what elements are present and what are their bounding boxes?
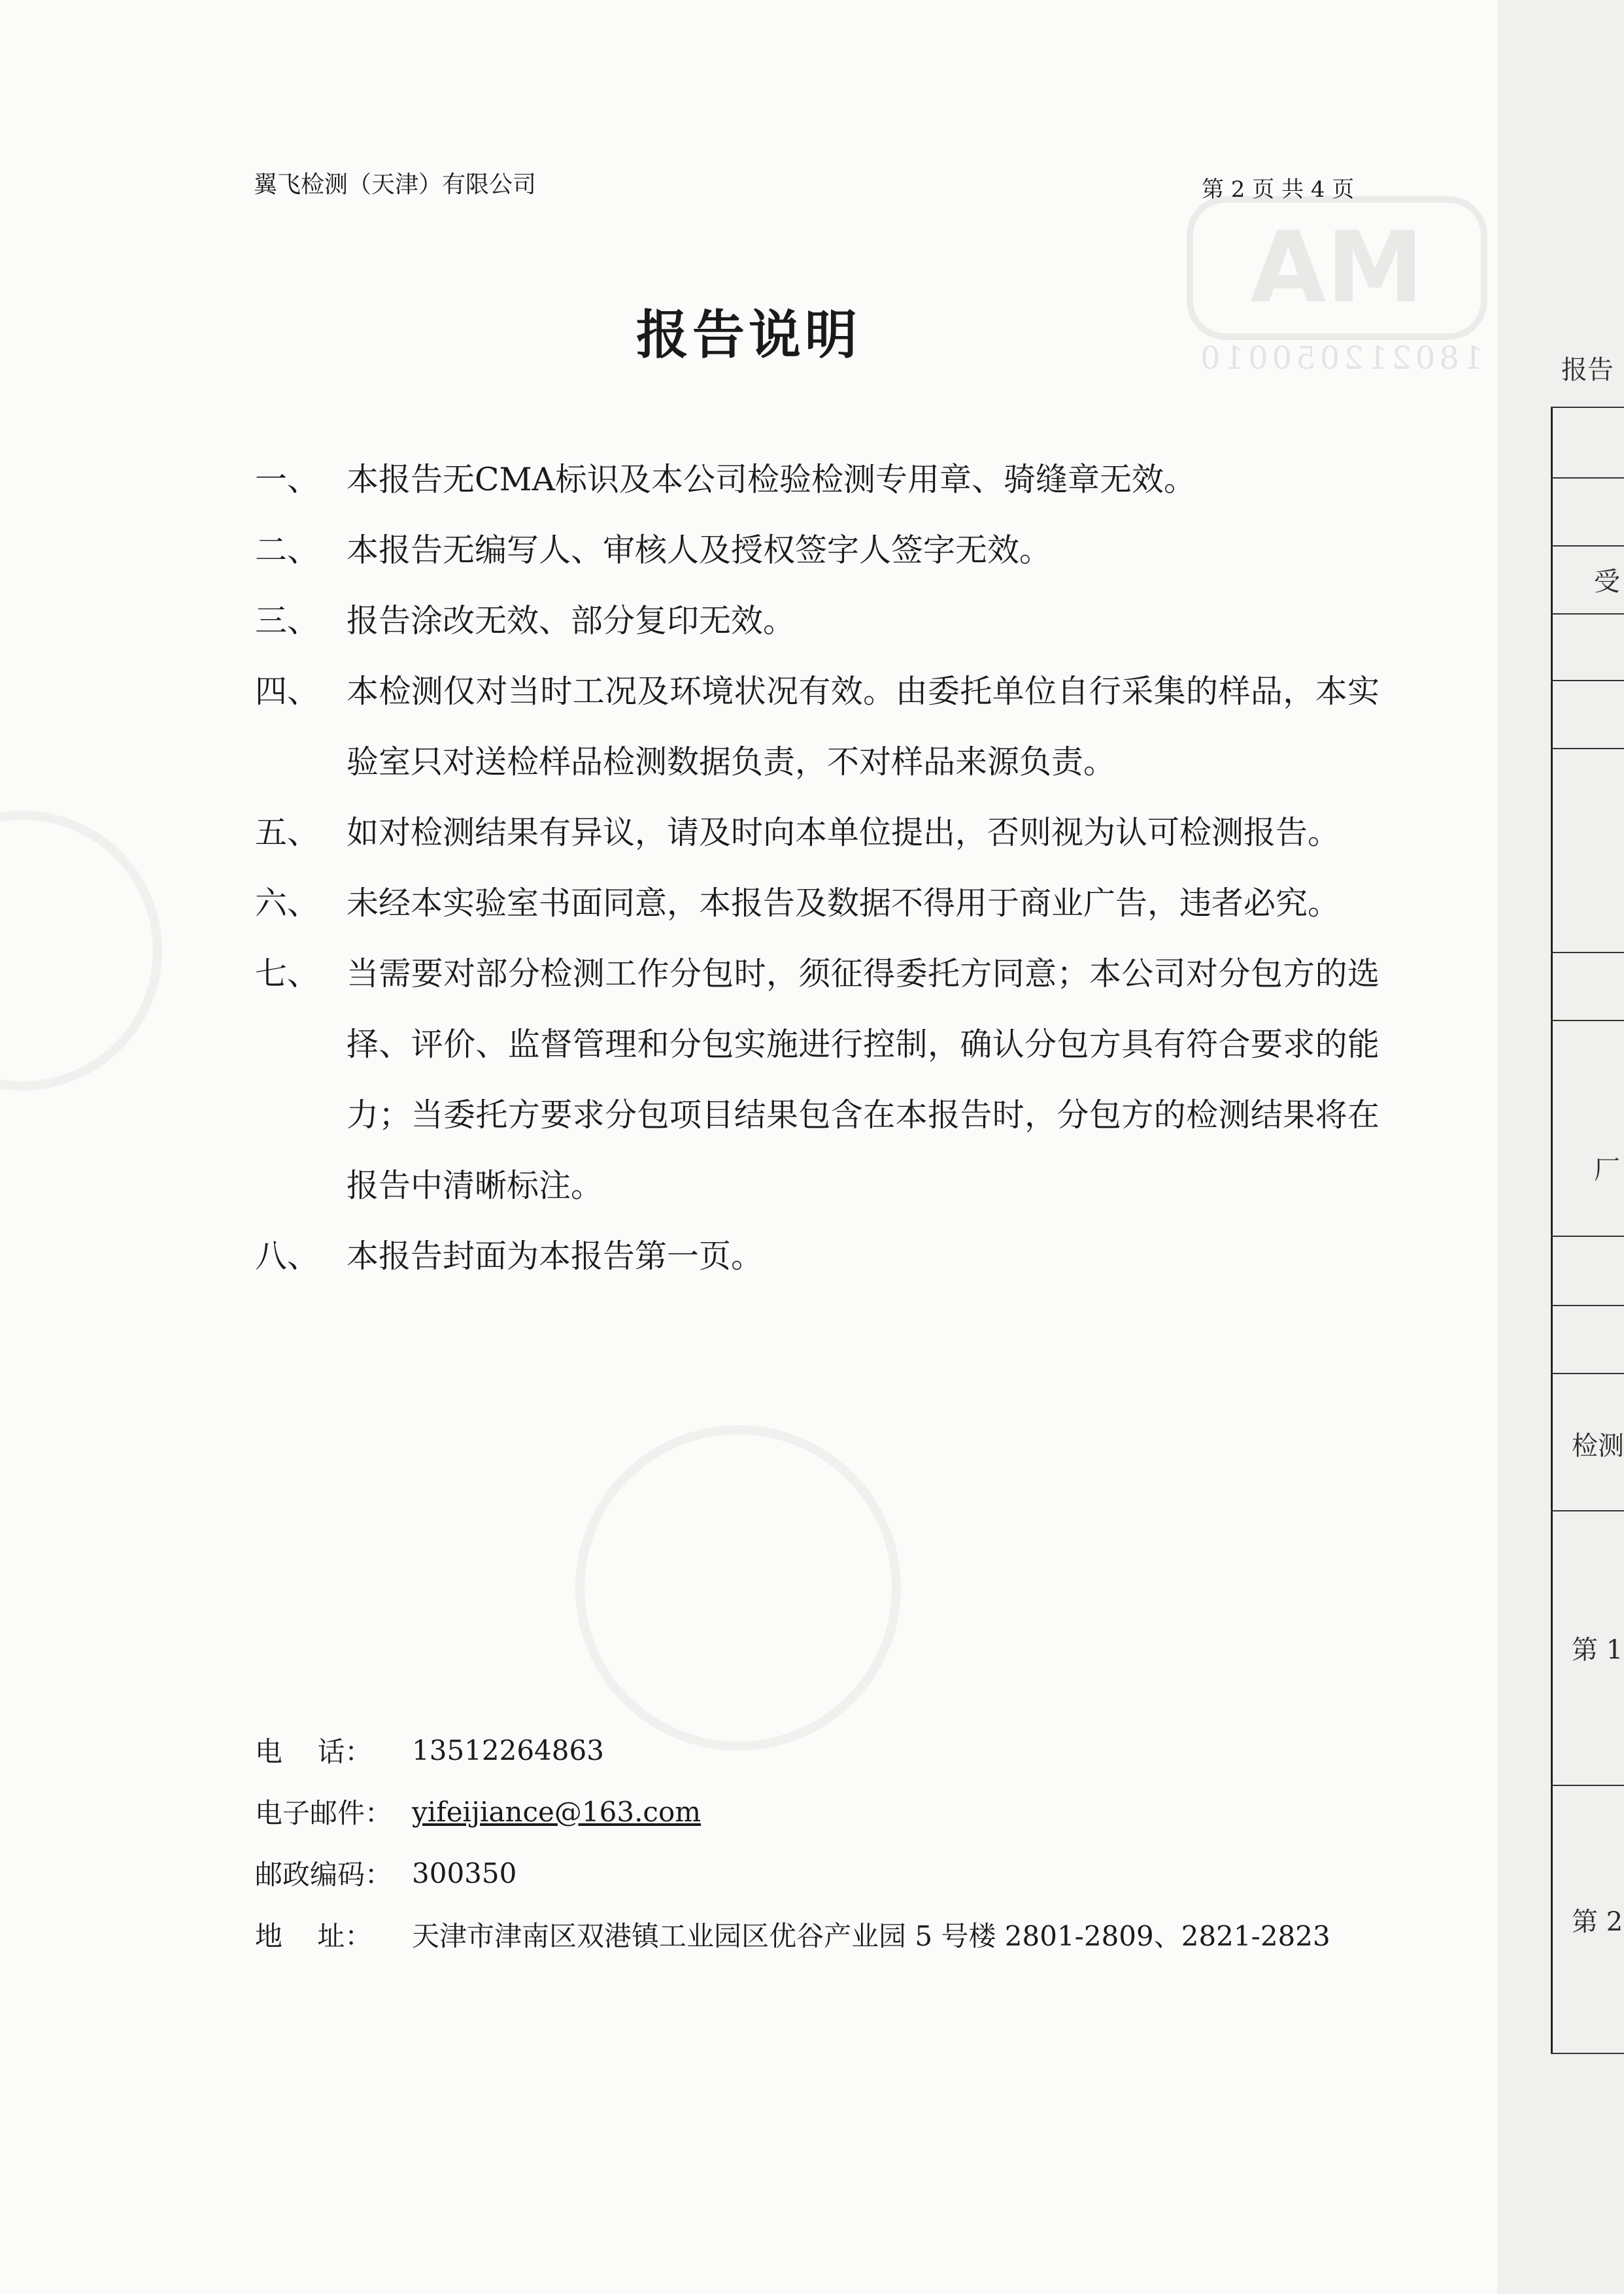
statement-item bbox=[255, 445, 1379, 515]
statement-item bbox=[255, 656, 1379, 798]
adjacent-table-rule bbox=[1551, 680, 1624, 681]
item-number: 五、 bbox=[255, 814, 320, 851]
seal-bleedthrough bbox=[575, 1425, 901, 1751]
adjacent-page-label: 第 2 bbox=[1572, 1907, 1623, 1937]
item-text: 未经本实验室书面同意，本报告及数据不得用于商业广告，违者必究。 bbox=[347, 885, 1340, 922]
postcode-row bbox=[255, 1842, 1330, 1904]
item-number: 六、 bbox=[255, 885, 320, 922]
item-number: 七、 bbox=[255, 955, 320, 992]
email-label: 电子邮件： bbox=[255, 1797, 393, 1829]
item-text: 本检测仅对当时工况及环境状况有效。由委托单位自行采集的样品，本实验室只对送检样品检测数据负责，不对样品来源负责。 bbox=[347, 673, 1379, 781]
adjacent-table-rule bbox=[1551, 1020, 1624, 1021]
adjacent-page-label: 报告 bbox=[1561, 355, 1614, 385]
item-text: 本报告无CMA标识及本公司检验检测专用章、骑缝章无效。 bbox=[347, 461, 1196, 498]
adjacent-page-label: 厂 bbox=[1594, 1155, 1620, 1185]
item-text: 当需要对部分检测工作分包时，须征得委托方同意；本公司对分包方的选择、评价、监督管理和分包实施进行控制，确认分包方具有符合要求的能力；当委托方要求分包项目结果包含在本报告时，分包方的检测结果将在报告中清晰标注。 bbox=[347, 955, 1379, 1204]
adjacent-table-rule bbox=[1551, 1510, 1624, 1511]
statement-list bbox=[255, 445, 1379, 1292]
adjacent-table-rule bbox=[1551, 2053, 1624, 2054]
statement-item bbox=[255, 586, 1379, 656]
adjacent-table-rule bbox=[1551, 477, 1624, 479]
adjacent-table-rule bbox=[1551, 1305, 1624, 1306]
email-row bbox=[255, 1781, 1330, 1842]
adjacent-page-label: 受 bbox=[1594, 567, 1620, 597]
company-name: 翼飞检测（天津）有限公司 bbox=[254, 171, 537, 198]
page-title: 报告说明 bbox=[636, 304, 861, 365]
item-number: 三、 bbox=[255, 602, 320, 639]
item-text: 报告涂改无效、部分复印无效。 bbox=[347, 602, 796, 639]
statement-item bbox=[255, 868, 1379, 939]
adjacent-table-rule bbox=[1551, 407, 1624, 408]
address-value: 天津市津南区双港镇工业园区优谷产业园 5 号楼 2801-2809、2821-2823 bbox=[412, 1920, 1330, 1952]
statement-item bbox=[255, 939, 1379, 1221]
adjacent-table-rule bbox=[1551, 1236, 1624, 1237]
address-label: 地 址： bbox=[255, 1920, 373, 1952]
statement-item bbox=[255, 1221, 1379, 1292]
page-indicator: 第 2 页 共 4 页 bbox=[1202, 177, 1355, 203]
adjacent-table-rule bbox=[1551, 952, 1624, 953]
adjacent-page-label: 检测 bbox=[1572, 1431, 1624, 1461]
adjacent-page-table-border bbox=[1551, 407, 1624, 2054]
adjacent-table-rule bbox=[1551, 1785, 1624, 1786]
item-number: 二、 bbox=[255, 531, 320, 569]
adjacent-table-rule bbox=[1551, 1373, 1624, 1374]
postcode-value: 300350 bbox=[412, 1857, 517, 1889]
item-number: 八、 bbox=[255, 1238, 320, 1275]
item-text: 本报告无编写人、审核人及授权签字人签字无效。 bbox=[347, 531, 1052, 569]
adjacent-table-rule bbox=[1551, 545, 1624, 547]
address-row bbox=[255, 1904, 1330, 1965]
statement-item bbox=[255, 515, 1379, 586]
item-number: 一、 bbox=[255, 461, 320, 498]
statement-item bbox=[255, 798, 1379, 868]
adjacent-page-label: 第 1 bbox=[1572, 1635, 1623, 1665]
contact-info bbox=[255, 1719, 1330, 1965]
item-text: 如对检测结果有异议，请及时向本单位提出，否则视为认可检测报告。 bbox=[347, 814, 1340, 851]
item-number: 四、 bbox=[255, 673, 320, 710]
phone-row bbox=[255, 1719, 1330, 1781]
seam-seal-bleedthrough bbox=[0, 811, 162, 1090]
cma-number-bleedthrough: 180212050010 bbox=[1196, 340, 1483, 377]
phone-label: 电 话： bbox=[255, 1736, 373, 1768]
email-link[interactable]: yifeijiance@163.com bbox=[412, 1795, 702, 1828]
cma-mark-bleedthrough: MA bbox=[1187, 196, 1487, 340]
postcode-label: 邮政编码： bbox=[255, 1859, 393, 1891]
adjacent-table-rule bbox=[1551, 613, 1624, 615]
phone-value: 13512264863 bbox=[412, 1734, 604, 1766]
item-text: 本报告封面为本报告第一页。 bbox=[347, 1238, 764, 1275]
adjacent-table-rule bbox=[1551, 748, 1624, 749]
